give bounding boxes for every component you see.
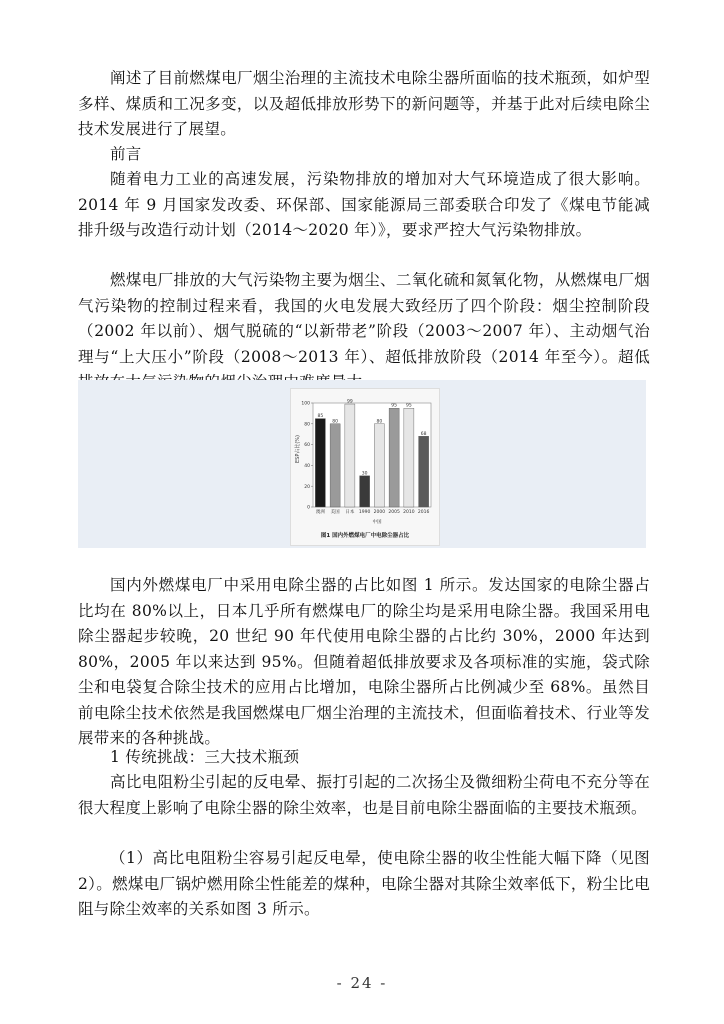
- chart-category-label: 2016: [417, 510, 430, 515]
- chart-bar-1990: [360, 476, 370, 507]
- chart-category-label: 2010: [403, 510, 415, 515]
- paragraph-emission-stages: 燃煤电厂排放的大气污染物主要为烟尘、二氧化硫和氮氧化物，从燃煤电厂烟气污染物的控制过程来看，我国的火电发展大致经历了四个阶段：烟尘控制阶段（2002 年以前）、烟气脱硫的“以新带老”阶段（2003～2007 年）、主动烟气治理与“上大压小”阶段（2008～2013 年）、超低排放阶段（2014 年至今）。超低: [78, 271, 650, 366]
- paragraph-high-resistivity: （1）高比电阻粉尘容易引起反电晕，使电除尘器的收尘性能大幅下降（见图 2）。燃煤电厂锅炉燃用除尘性能差的煤种，电除尘器对其除尘效率低下，粉尘比电阻与除尘效率的关系如图 3 所示。: [78, 849, 650, 918]
- chart-bar-澳洲: [315, 419, 325, 507]
- figure-caption: 图1 国内外燃煤电厂中电除尘器占比: [320, 533, 410, 539]
- chart-category-label: 2000: [373, 510, 386, 515]
- chart-ytick-label: 20: [304, 484, 310, 490]
- paragraph-preface: 随着电力工业的高速发展，污染物排放的增加对大气环境造成了很大影响。2014 年 9 月国家发改委、环保部、国家能源局三部委联合印发了《煤电节能减排升级与改造行动计划（2014～2020 年）》，要求严控大气污染物排放。: [78, 170, 650, 239]
- chart-data-label: 95: [406, 403, 412, 409]
- chart-data-label: 68: [420, 431, 427, 437]
- chart-data-label: 30: [361, 471, 368, 477]
- chart-ytick-label: 40: [304, 464, 310, 469]
- chart-bar-2016: [419, 436, 429, 507]
- chart-bar-美国: [330, 424, 340, 507]
- chart-category-label: 澳洲: [315, 510, 325, 515]
- esp-share-chart: [291, 389, 439, 545]
- chart-ytick-label: 0: [307, 505, 310, 511]
- paragraph-esp-share: 国内外燃煤电厂中采用电除尘器的占比如图 1 所示。发达国家的电除尘器占比均在 80%以上，日本几乎所有燃煤电厂的除尘均是采用电除尘器。我国采用电除尘器起步较晚，20 世纪 90 年代使用电除尘器的占比约 30%，2000 年达到 80%，2005 年以来达到 95%。但随着超低排放要求及各项标准的实施，袋式除尘和电袋复合除尘技术的应用占比增加，电除尘器所占比例减少至 68%。虽然目前电除尘技术依然是我国燃煤电厂烟尘治理的主流技术，但面临着技术、行业等发展带来的各种挑战。: [78, 576, 650, 747]
- chart-data-label: 99: [347, 399, 353, 405]
- chart-bar-2010: [404, 408, 414, 507]
- chart-data-label: 80: [376, 419, 383, 425]
- chart-ytick-label: 100: [301, 401, 310, 407]
- chart-category-label: 日本: [345, 510, 355, 515]
- chart-category-label: 2005: [388, 510, 400, 515]
- chart-xgroup-label: 中国: [372, 520, 382, 525]
- chart-bar-2005: [389, 408, 399, 507]
- chart-ytick-label: 80: [304, 422, 310, 428]
- chart-data-label: 80: [332, 419, 338, 425]
- chart-bar-日本: [345, 404, 355, 507]
- chart-category-label: 美国: [330, 510, 340, 515]
- chart-category-label: 1990: [358, 510, 371, 515]
- chart-data-label: 85: [317, 414, 324, 420]
- paragraph-abstract: 阐述了目前燃煤电厂烟尘治理的主流技术电除尘器所面临的技术瓶颈，如炉型多样、煤质和工况多变，以及超低排放形势下的新问题等，并基于此对后续电除尘技术发展进行了展望。: [78, 69, 650, 138]
- figure-1: [290, 388, 440, 546]
- chart-ylabel: ESP占比(%): [295, 434, 301, 464]
- chart-data-label: 95: [391, 403, 397, 409]
- section-heading-preface: 前言: [110, 145, 142, 163]
- chart-ytick-label: 60: [304, 443, 310, 449]
- paragraph-bottlenecks: 高比电阻粉尘引起的反电晕、振打引起的二次扬尘及微细粉尘荷电不充分等在很大程度上影响了电除尘器的除尘效率，也是目前电除尘器面临的主要技术瓶颈。: [78, 773, 650, 817]
- chart-bar-2000: [374, 424, 384, 507]
- page-number: - 24 -: [336, 974, 388, 992]
- section-heading-challenges: 1 传统挑战：三大技术瓶颈: [110, 748, 300, 766]
